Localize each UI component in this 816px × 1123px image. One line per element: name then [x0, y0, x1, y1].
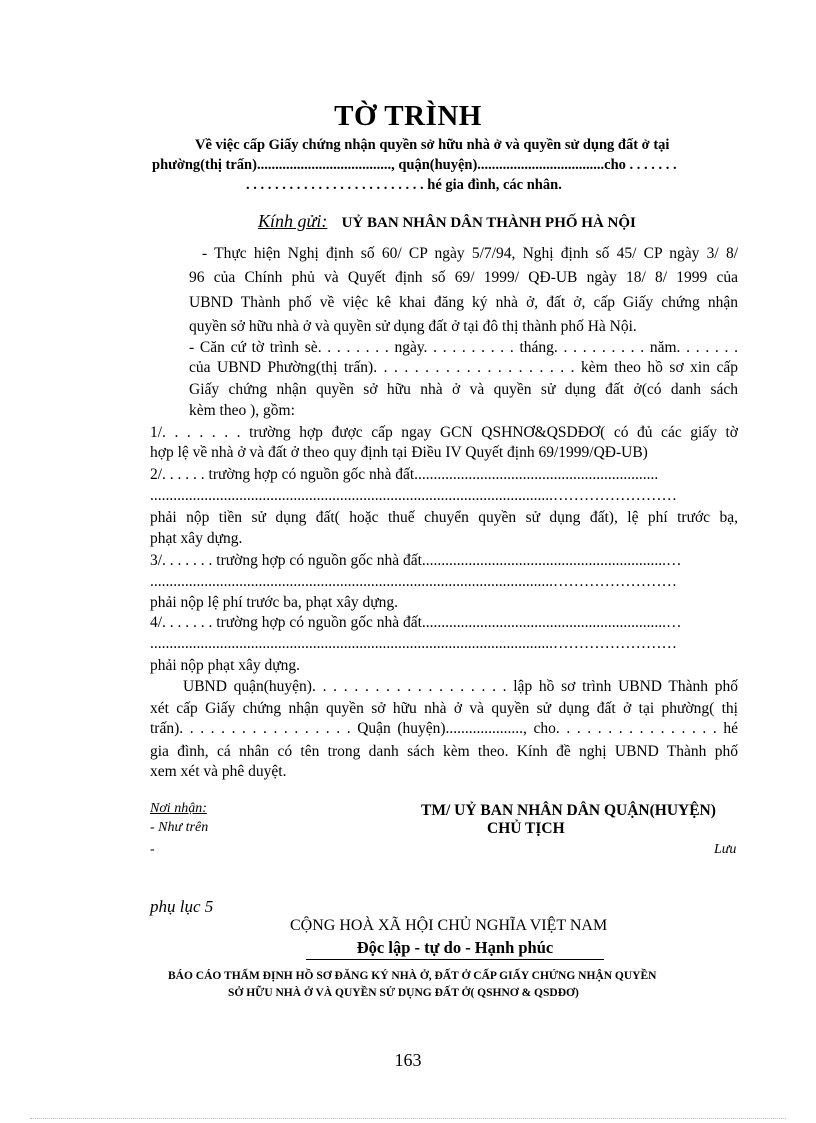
addressee-label: Kính gửi: [258, 211, 328, 231]
item3-line-2: ........................................................................................................…………………… [150, 573, 677, 590]
item2-line-4: phạt xây dựng. [150, 530, 243, 547]
p3-line-4: gia đình, cá nhân có tên trong danh sách kèm theo. Kính đề nghị UBND Thành phố [150, 743, 738, 760]
subtitle-line-3: . . . . . . . . . . . . . . . . . . . . . . . . . hé gia đình, các nhân. [246, 177, 562, 193]
item4-line-1: 4/. . . . . . . trường hợp có nguồn gốc nhà đất...............................................................… [150, 614, 682, 631]
addressee-organization: UỶ BAN NHÂN DÂN THÀNH PHỐ HÀ NỘI [341, 215, 636, 231]
report-title-line-1: BÁO CÁO THẨM ĐỊNH HỒ SƠ ĐĂNG KÝ NHÀ Ở, ĐẤT Ở CẤP GIẤY CHỨNG NHẬN QUYỀN [168, 970, 657, 982]
item4-line-3: phải nộp phạt xây dựng. [150, 657, 301, 674]
p1-line-1: - Thực hiện Nghị định số 60/ CP ngày 5/7/94, Nghị định số 45/ CP ngày 3/ 8/ [202, 245, 738, 262]
subtitle-line-1: Về việc cấp Giấy chứng nhận quyền sở hữu nhà ở và quyền sử dụng đất ở tại [195, 137, 670, 153]
signature-org: TM/ UỶ BAN NHÂN DÂN QUẬN(HUYỆN) [421, 802, 716, 819]
archive-note: Lưu [714, 842, 737, 857]
p1-line-4: quyền sở hữu nhà ở và quyền sử dụng đất ở tại đô thị thành phố Hà Nội. [189, 318, 637, 335]
page-number: 163 [394, 1050, 422, 1070]
signature-role: CHỦ TỊCH [487, 820, 565, 837]
p3-line-2: xét cấp Giấy chứng nhận quyền sở hữu nhà ở và quyền sử dụng đất ở tại phường( thị [150, 700, 738, 717]
item3-line-3: phải nộp lệ phí trước ba, phạt xây dựng. [150, 594, 398, 611]
recipients-item-2: - [150, 842, 155, 857]
p1-line-3: UBND Thành phố về việc kê khai đăng ký nhà ở, đất ở, cấp Giấy chứng nhận [189, 294, 738, 311]
item1-line-2: hợp lệ về nhà ở và đất ở theo quy định tại Điều IV Quyết định 69/1999/QĐ-UB) [150, 444, 648, 461]
item3-line-1: 3/. . . . . . . trường hợp có nguồn gốc nhà đất...............................................................… [150, 552, 682, 569]
item2-line-3: phải nộp tiền sử dụng đất( hoặc thuế chuyển quyền sử dụng đất), lệ phí trước bạ, [150, 509, 738, 526]
report-title-line-2: SỞ HỮU NHÀ Ở VÀ QUYỀN SỬ DỤNG ĐẤT Ở( QSHNƠ & QSDĐƠ) [228, 987, 579, 999]
recipients-label: Nơi nhận: [150, 801, 207, 816]
p2-line-4: kèm theo ), gồm: [189, 402, 295, 419]
item4-line-2: ........................................................................................................…………………… [150, 635, 677, 652]
page-bottom-rule [30, 1118, 786, 1119]
p2-line-2: của UBND Phường(thị trấn). . . . . . . . . . . . . . . . . . . . kèm theo hồ sơ xin cấp [189, 359, 738, 376]
p3-line-5: xem xét và phê duyệt. [150, 763, 287, 780]
item2-line-2: ........................................................................................................…………………… [150, 487, 677, 504]
addressee [258, 211, 636, 232]
subtitle-line-2: phường(thị trấn)....................................., quận(huyện)...................................cho . . . . . . . [152, 157, 677, 173]
document-title: TỜ TRÌNH [334, 100, 482, 132]
country-heading: CỘNG HOÀ XÃ HỘI CHỦ NGHĨA VIỆT NAM [290, 917, 608, 934]
motto: Độc lập - tự do - Hạnh phúc [306, 938, 604, 960]
item2-line-1: 2/. . . . . . trường hợp có nguồn gốc nhà đất............................................................... [150, 466, 659, 483]
p2-line-1: - Căn cứ tờ trình sè. . . . . . . . ngày. . . . . . . . . . tháng. . . . . . . . . . năm. . . . . . . [189, 339, 738, 356]
p2-line-3: Giấy chứng nhận quyền sở hữu nhà ở và quyền sử dụng đất ở(có danh sách [189, 381, 738, 398]
item1-line-1: 1/. . . . . . . trường hợp được cấp ngay GCN QSHNƠ&QSDĐƠ( có đủ các giấy tờ [150, 424, 738, 441]
p3-line-1: UBND quận(huyện). . . . . . . . . . . . . . . . . . . lập hồ sơ trình UBND Thành phố [183, 678, 738, 695]
recipients-item-1: - Như trên [150, 820, 209, 835]
appendix-label: phụ lục 5 [150, 897, 214, 916]
p3-line-3: trấn). . . . . . . . . . . . . . . . . Quận (huyện)...................., cho. . . . . . . . . . . . . . . . hé [150, 720, 738, 737]
p1-line-2: 96 của Chính phủ và Quyết định số 69/ 1999/ QĐ-UB ngày 18/ 8/ 1999 của [189, 269, 738, 286]
